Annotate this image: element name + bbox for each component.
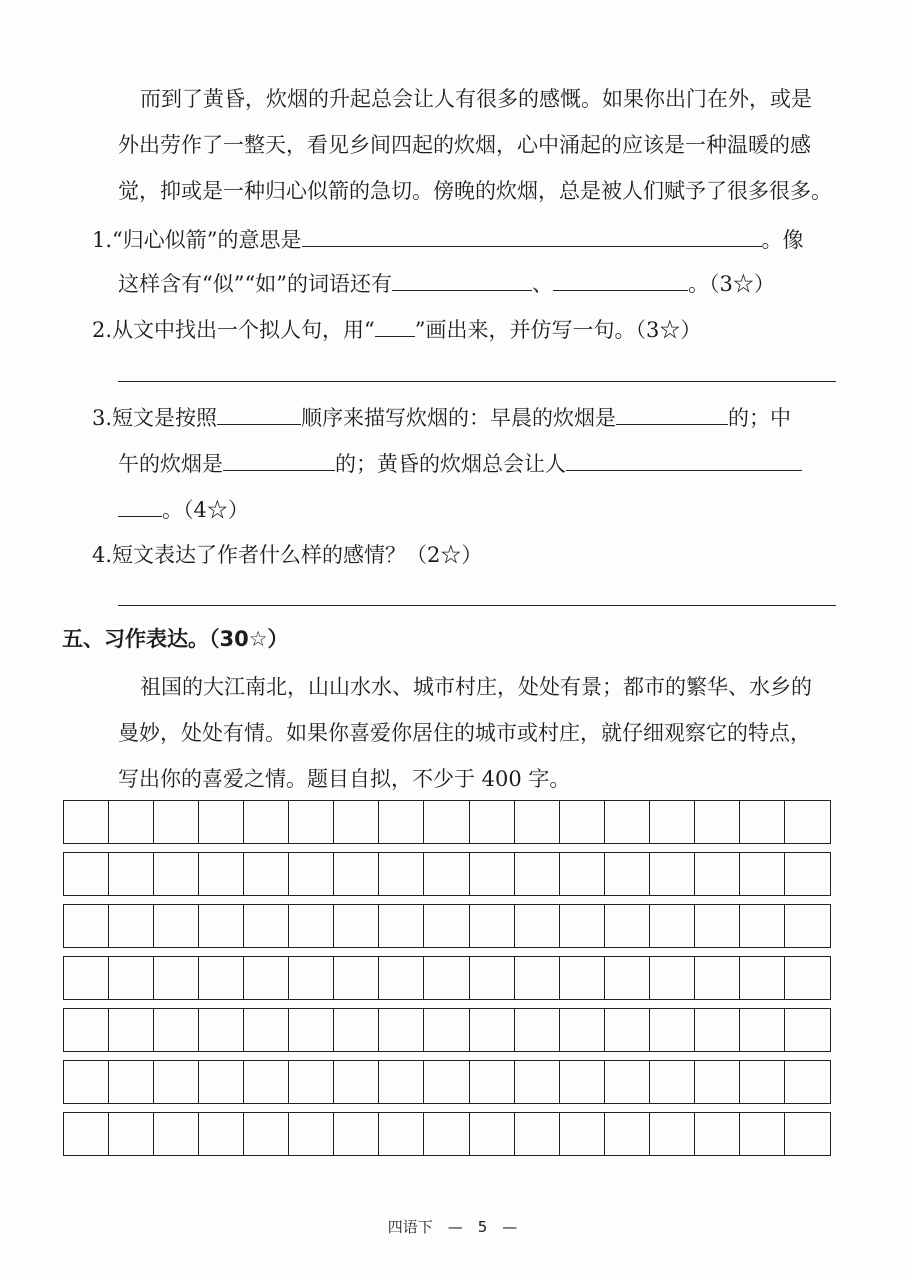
grid-cell[interactable] — [289, 1009, 334, 1051]
grid-cell[interactable] — [695, 1061, 740, 1103]
section-5-line-2: 曼妙，处处有情。如果你喜爱你居住的城市或村庄，就仔细观察它的特点， — [118, 721, 811, 745]
grid-cell[interactable] — [470, 1061, 515, 1103]
grid-cell[interactable] — [244, 853, 289, 895]
question-2-line — [92, 314, 701, 345]
grid-cell[interactable] — [64, 1009, 109, 1051]
question-3-score: 。（4☆） — [162, 498, 249, 522]
question-1-line-2 — [118, 268, 775, 299]
grid-cell[interactable] — [785, 1061, 830, 1103]
question-3-evening-prompt: 的；黄昏的炊烟总会让人 — [335, 452, 566, 476]
grid-cell[interactable] — [154, 1061, 199, 1103]
grid-cell[interactable] — [605, 1009, 650, 1051]
grid-cell[interactable] — [199, 1061, 244, 1103]
grid-cell[interactable] — [154, 957, 199, 999]
grid-cell[interactable] — [695, 905, 740, 947]
page-footer: 四语下 — 5 — — [387, 1218, 518, 1236]
grid-row — [63, 1060, 831, 1104]
question-3-line-1 — [92, 402, 791, 433]
question-2-underline-sample — [375, 314, 415, 337]
grid-cell[interactable] — [515, 1113, 560, 1155]
grid-cell[interactable] — [64, 853, 109, 895]
grid-row — [63, 904, 831, 948]
question-1-prompt: 1.“归心似箭”的意思是 — [92, 228, 302, 252]
grid-cell[interactable] — [470, 1113, 515, 1155]
question-3-prompt: 3.短文是按照 — [92, 406, 218, 430]
grid-cell[interactable] — [199, 1113, 244, 1155]
question-1-score: 。（3☆） — [687, 272, 775, 296]
question-1-suffix: 。像 — [761, 228, 804, 252]
grid-cell[interactable] — [244, 905, 289, 947]
grid-cell[interactable] — [334, 1113, 379, 1155]
grid-cell[interactable] — [199, 957, 244, 999]
grid-cell[interactable] — [289, 1113, 334, 1155]
grid-cell[interactable] — [470, 957, 515, 999]
section-5-line-3: 写出你的喜爱之情。题目自拟，不少于 400 字。 — [118, 767, 571, 791]
question-1-word-blank-1[interactable] — [392, 268, 532, 291]
grid-cell[interactable] — [515, 957, 560, 999]
grid-cell[interactable] — [560, 853, 605, 895]
grid-cell[interactable] — [650, 905, 695, 947]
question-3-noon-prefix: 的；中 — [728, 406, 792, 430]
grid-cell[interactable] — [199, 801, 244, 843]
question-1-separator: 、 — [531, 272, 553, 296]
question-3-order-blank[interactable] — [217, 402, 301, 425]
question-1-word-blank-2[interactable] — [553, 268, 688, 291]
grid-cell[interactable] — [740, 957, 785, 999]
section-5-line-1: 祖国的大江南北，山山水水、城市村庄，处处有景；都市的繁华、水乡的 — [140, 675, 812, 699]
grid-cell[interactable] — [650, 1009, 695, 1051]
grid-cell[interactable] — [289, 801, 334, 843]
grid-cell[interactable] — [695, 1009, 740, 1051]
grid-cell[interactable] — [650, 801, 695, 843]
grid-cell[interactable] — [605, 1113, 650, 1155]
grid-cell[interactable] — [64, 1113, 109, 1155]
grid-cell[interactable] — [379, 1061, 424, 1103]
grid-cell[interactable] — [515, 905, 560, 947]
question-2-answer-line[interactable] — [118, 381, 836, 382]
grid-cell[interactable] — [605, 853, 650, 895]
question-3-noon-blank[interactable] — [223, 448, 335, 471]
question-3-morning-prompt: 顺序来描写炊烟的：早晨的炊烟是 — [301, 406, 617, 430]
question-3-line-2 — [118, 448, 802, 479]
grid-cell[interactable] — [740, 801, 785, 843]
grid-cell[interactable] — [470, 905, 515, 947]
grid-cell[interactable] — [244, 1113, 289, 1155]
question-1-meaning-blank[interactable] — [302, 224, 762, 247]
grid-row — [63, 1112, 831, 1156]
grid-cell[interactable] — [560, 1009, 605, 1051]
grid-row — [63, 1008, 831, 1052]
grid-cell[interactable] — [289, 853, 334, 895]
grid-cell[interactable] — [379, 1113, 424, 1155]
grid-cell[interactable] — [334, 905, 379, 947]
grid-cell[interactable] — [470, 801, 515, 843]
grid-cell[interactable] — [740, 1113, 785, 1155]
grid-cell[interactable] — [64, 801, 109, 843]
grid-cell[interactable] — [695, 853, 740, 895]
grid-cell[interactable] — [424, 957, 469, 999]
grid-cell[interactable] — [379, 905, 424, 947]
grid-cell[interactable] — [424, 853, 469, 895]
grid-row — [63, 852, 831, 896]
grid-cell[interactable] — [695, 1113, 740, 1155]
grid-cell[interactable] — [109, 1113, 154, 1155]
grid-cell[interactable] — [650, 853, 695, 895]
question-3-noon-prompt: 午的炊烟是 — [118, 452, 223, 476]
grid-cell[interactable] — [560, 1061, 605, 1103]
grid-cell[interactable] — [560, 1113, 605, 1155]
grid-cell[interactable] — [515, 1061, 560, 1103]
grid-cell[interactable] — [424, 801, 469, 843]
grid-cell[interactable] — [154, 853, 199, 895]
question-4-prompt: 4.短文表达了作者什么样的感情？（2☆） — [92, 543, 483, 567]
grid-cell[interactable] — [334, 1061, 379, 1103]
grid-cell[interactable] — [199, 1009, 244, 1051]
grid-cell[interactable] — [154, 1113, 199, 1155]
grid-cell[interactable] — [605, 1061, 650, 1103]
section-5-heading: 五、习作表达。（30☆） — [62, 627, 289, 651]
grid-cell[interactable] — [605, 905, 650, 947]
grid-cell[interactable] — [695, 957, 740, 999]
grid-cell[interactable] — [109, 1061, 154, 1103]
grid-cell[interactable] — [560, 801, 605, 843]
question-1-words-prompt: 这样含有“似”“如”的词语还有 — [118, 272, 392, 296]
grid-cell[interactable] — [650, 1113, 695, 1155]
grid-cell[interactable] — [109, 957, 154, 999]
grid-cell[interactable] — [470, 853, 515, 895]
grid-row — [63, 956, 831, 1000]
grid-cell[interactable] — [109, 853, 154, 895]
grid-cell[interactable] — [515, 853, 560, 895]
grid-cell[interactable] — [785, 1009, 830, 1051]
grid-cell[interactable] — [785, 1113, 830, 1155]
grid-cell[interactable] — [785, 801, 830, 843]
grid-cell[interactable] — [740, 1009, 785, 1051]
grid-cell[interactable] — [560, 905, 605, 947]
grid-cell[interactable] — [740, 853, 785, 895]
grid-cell[interactable] — [64, 1061, 109, 1103]
grid-cell[interactable] — [379, 801, 424, 843]
grid-cell[interactable] — [289, 905, 334, 947]
grid-cell[interactable] — [605, 957, 650, 999]
grid-cell[interactable] — [650, 1061, 695, 1103]
grid-cell[interactable] — [244, 801, 289, 843]
grid-cell[interactable] — [289, 1061, 334, 1103]
grid-cell[interactable] — [424, 905, 469, 947]
question-3-morning-blank[interactable] — [616, 402, 728, 425]
grid-cell[interactable] — [334, 853, 379, 895]
grid-cell[interactable] — [470, 1009, 515, 1051]
grid-cell[interactable] — [109, 905, 154, 947]
grid-cell[interactable] — [154, 801, 199, 843]
grid-cell[interactable] — [334, 801, 379, 843]
grid-cell[interactable] — [605, 801, 650, 843]
grid-cell[interactable] — [515, 801, 560, 843]
grid-cell[interactable] — [199, 905, 244, 947]
question-3-evening-blank-cont[interactable] — [118, 494, 162, 517]
grid-cell[interactable] — [785, 957, 830, 999]
grid-cell[interactable] — [424, 1113, 469, 1155]
grid-cell[interactable] — [244, 1061, 289, 1103]
grid-cell[interactable] — [334, 1009, 379, 1051]
grid-cell[interactable] — [650, 957, 695, 999]
passage-line-2: 外出劳作了一整天，看见乡间四起的炊烟，心中涌起的应该是一种温暖的感 — [118, 133, 811, 157]
grid-cell[interactable] — [424, 1061, 469, 1103]
question-3-evening-blank[interactable] — [566, 448, 802, 471]
passage-line-1: 而到了黄昏，炊烟的升起总会让人有很多的感慨。如果你出门在外，或是 — [140, 87, 812, 111]
grid-cell[interactable] — [109, 801, 154, 843]
passage-line-3: 觉，抑或是一种归心似箭的急切。傍晚的炊烟，总是被人们赋予了很多很多。 — [118, 179, 832, 203]
grid-cell[interactable] — [379, 853, 424, 895]
grid-cell[interactable] — [515, 1009, 560, 1051]
grid-cell[interactable] — [560, 957, 605, 999]
grid-cell[interactable] — [379, 957, 424, 999]
grid-row — [63, 800, 831, 844]
writing-grid[interactable] — [63, 800, 831, 1164]
grid-cell[interactable] — [244, 957, 289, 999]
grid-cell[interactable] — [64, 905, 109, 947]
grid-cell[interactable] — [740, 905, 785, 947]
grid-cell[interactable] — [695, 801, 740, 843]
grid-cell[interactable] — [154, 905, 199, 947]
grid-cell[interactable] — [379, 1009, 424, 1051]
question-2-suffix: ”画出来，并仿写一句。（3☆） — [414, 318, 702, 342]
grid-cell[interactable] — [334, 957, 379, 999]
grid-cell[interactable] — [244, 1009, 289, 1051]
grid-cell[interactable] — [785, 905, 830, 947]
grid-cell[interactable] — [740, 1061, 785, 1103]
grid-cell[interactable] — [154, 1009, 199, 1051]
question-1-line-1 — [92, 224, 804, 255]
grid-cell[interactable] — [785, 853, 830, 895]
grid-cell[interactable] — [64, 957, 109, 999]
grid-cell[interactable] — [424, 1009, 469, 1051]
grid-cell[interactable] — [109, 1009, 154, 1051]
question-3-line-3 — [118, 494, 249, 525]
grid-cell[interactable] — [289, 957, 334, 999]
grid-cell[interactable] — [199, 853, 244, 895]
question-4-answer-line[interactable] — [118, 605, 836, 606]
question-2-prompt: 2.从文中找出一个拟人句，用“ — [92, 318, 375, 342]
